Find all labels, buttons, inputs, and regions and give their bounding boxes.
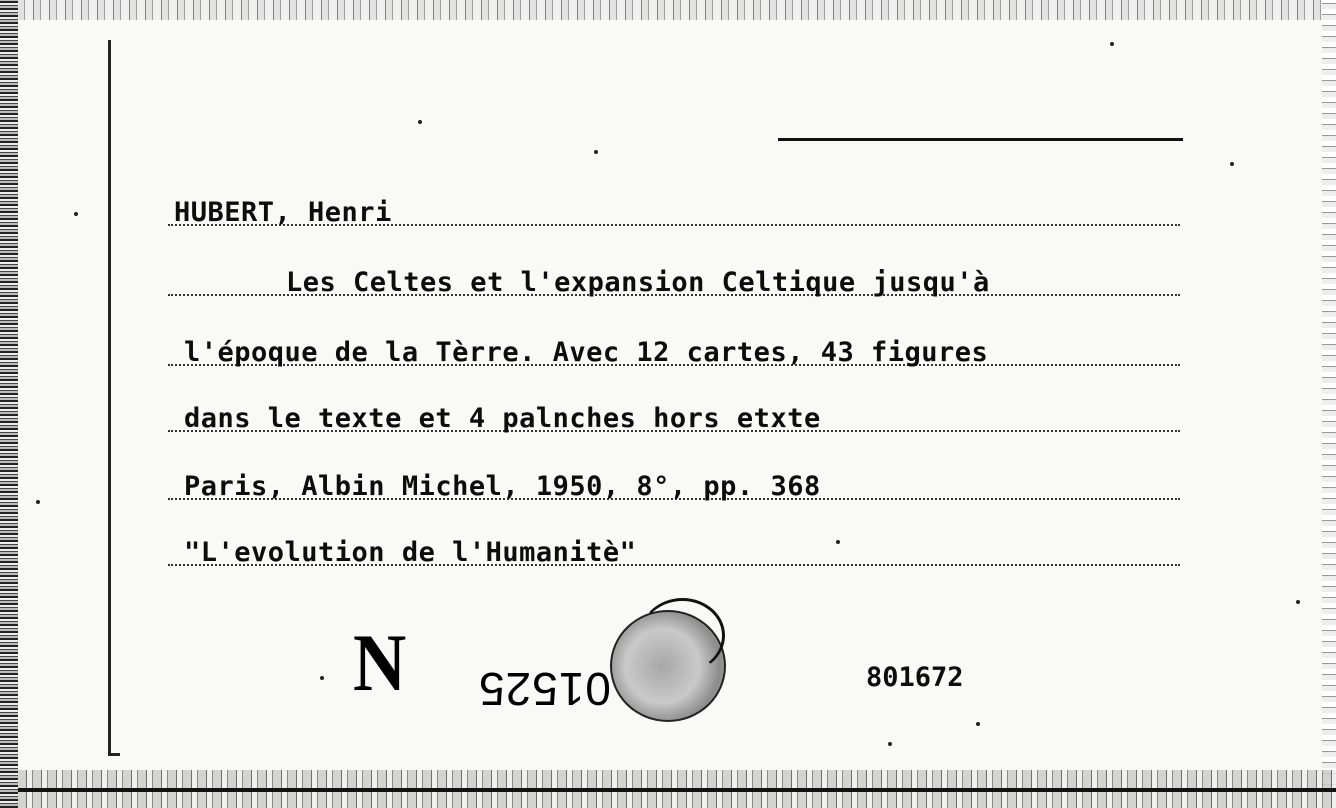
top-right-rule bbox=[778, 138, 1183, 141]
stamp-letter: N bbox=[352, 617, 407, 708]
imprint: Paris, Albin Michel, 1950, 8°, pp. 368 bbox=[184, 471, 821, 502]
ink-speck bbox=[320, 676, 324, 680]
title-line-1: Les Celtes et l'expansion Celtique jusqu'à bbox=[286, 267, 990, 298]
title-line-2: l'époque de la Tèrre. Avec 12 cartes, 43 figures bbox=[184, 337, 989, 368]
card-top-edge bbox=[18, 0, 1336, 20]
ink-speck bbox=[74, 212, 78, 216]
ink-speck bbox=[1230, 162, 1234, 166]
entry-line-title-2 bbox=[168, 334, 1180, 374]
ink-speck bbox=[976, 722, 980, 726]
entry-line-imprint bbox=[168, 468, 1180, 508]
ink-speck bbox=[836, 540, 840, 544]
ink-speck bbox=[36, 500, 40, 504]
card-right-edge bbox=[1322, 0, 1336, 790]
ink-speck bbox=[418, 120, 422, 124]
ink-speck bbox=[888, 742, 892, 746]
entry-line-title-1 bbox=[168, 264, 1180, 304]
author-name: HUBERT, Henri bbox=[174, 197, 392, 228]
ink-speck bbox=[594, 150, 598, 154]
left-margin-rule bbox=[108, 40, 111, 756]
catalog-number: 801672 bbox=[866, 662, 964, 693]
card-left-edge bbox=[0, 0, 18, 808]
series: "L'evolution de l'Humanitè" bbox=[184, 537, 637, 568]
ink-speck bbox=[1110, 42, 1114, 46]
entry-line-author bbox=[168, 194, 1180, 234]
stamp-number: 01525 bbox=[478, 663, 611, 715]
entry-line-series bbox=[168, 534, 1180, 574]
ink-blotch-ring bbox=[640, 598, 725, 673]
left-margin-tick bbox=[108, 753, 120, 756]
title-line-3: dans le texte et 4 palnches hors etxte bbox=[184, 403, 821, 434]
card-bottom-rule bbox=[18, 788, 1336, 792]
ink-speck bbox=[1296, 600, 1300, 604]
entry-line-title-3 bbox=[168, 400, 1180, 440]
